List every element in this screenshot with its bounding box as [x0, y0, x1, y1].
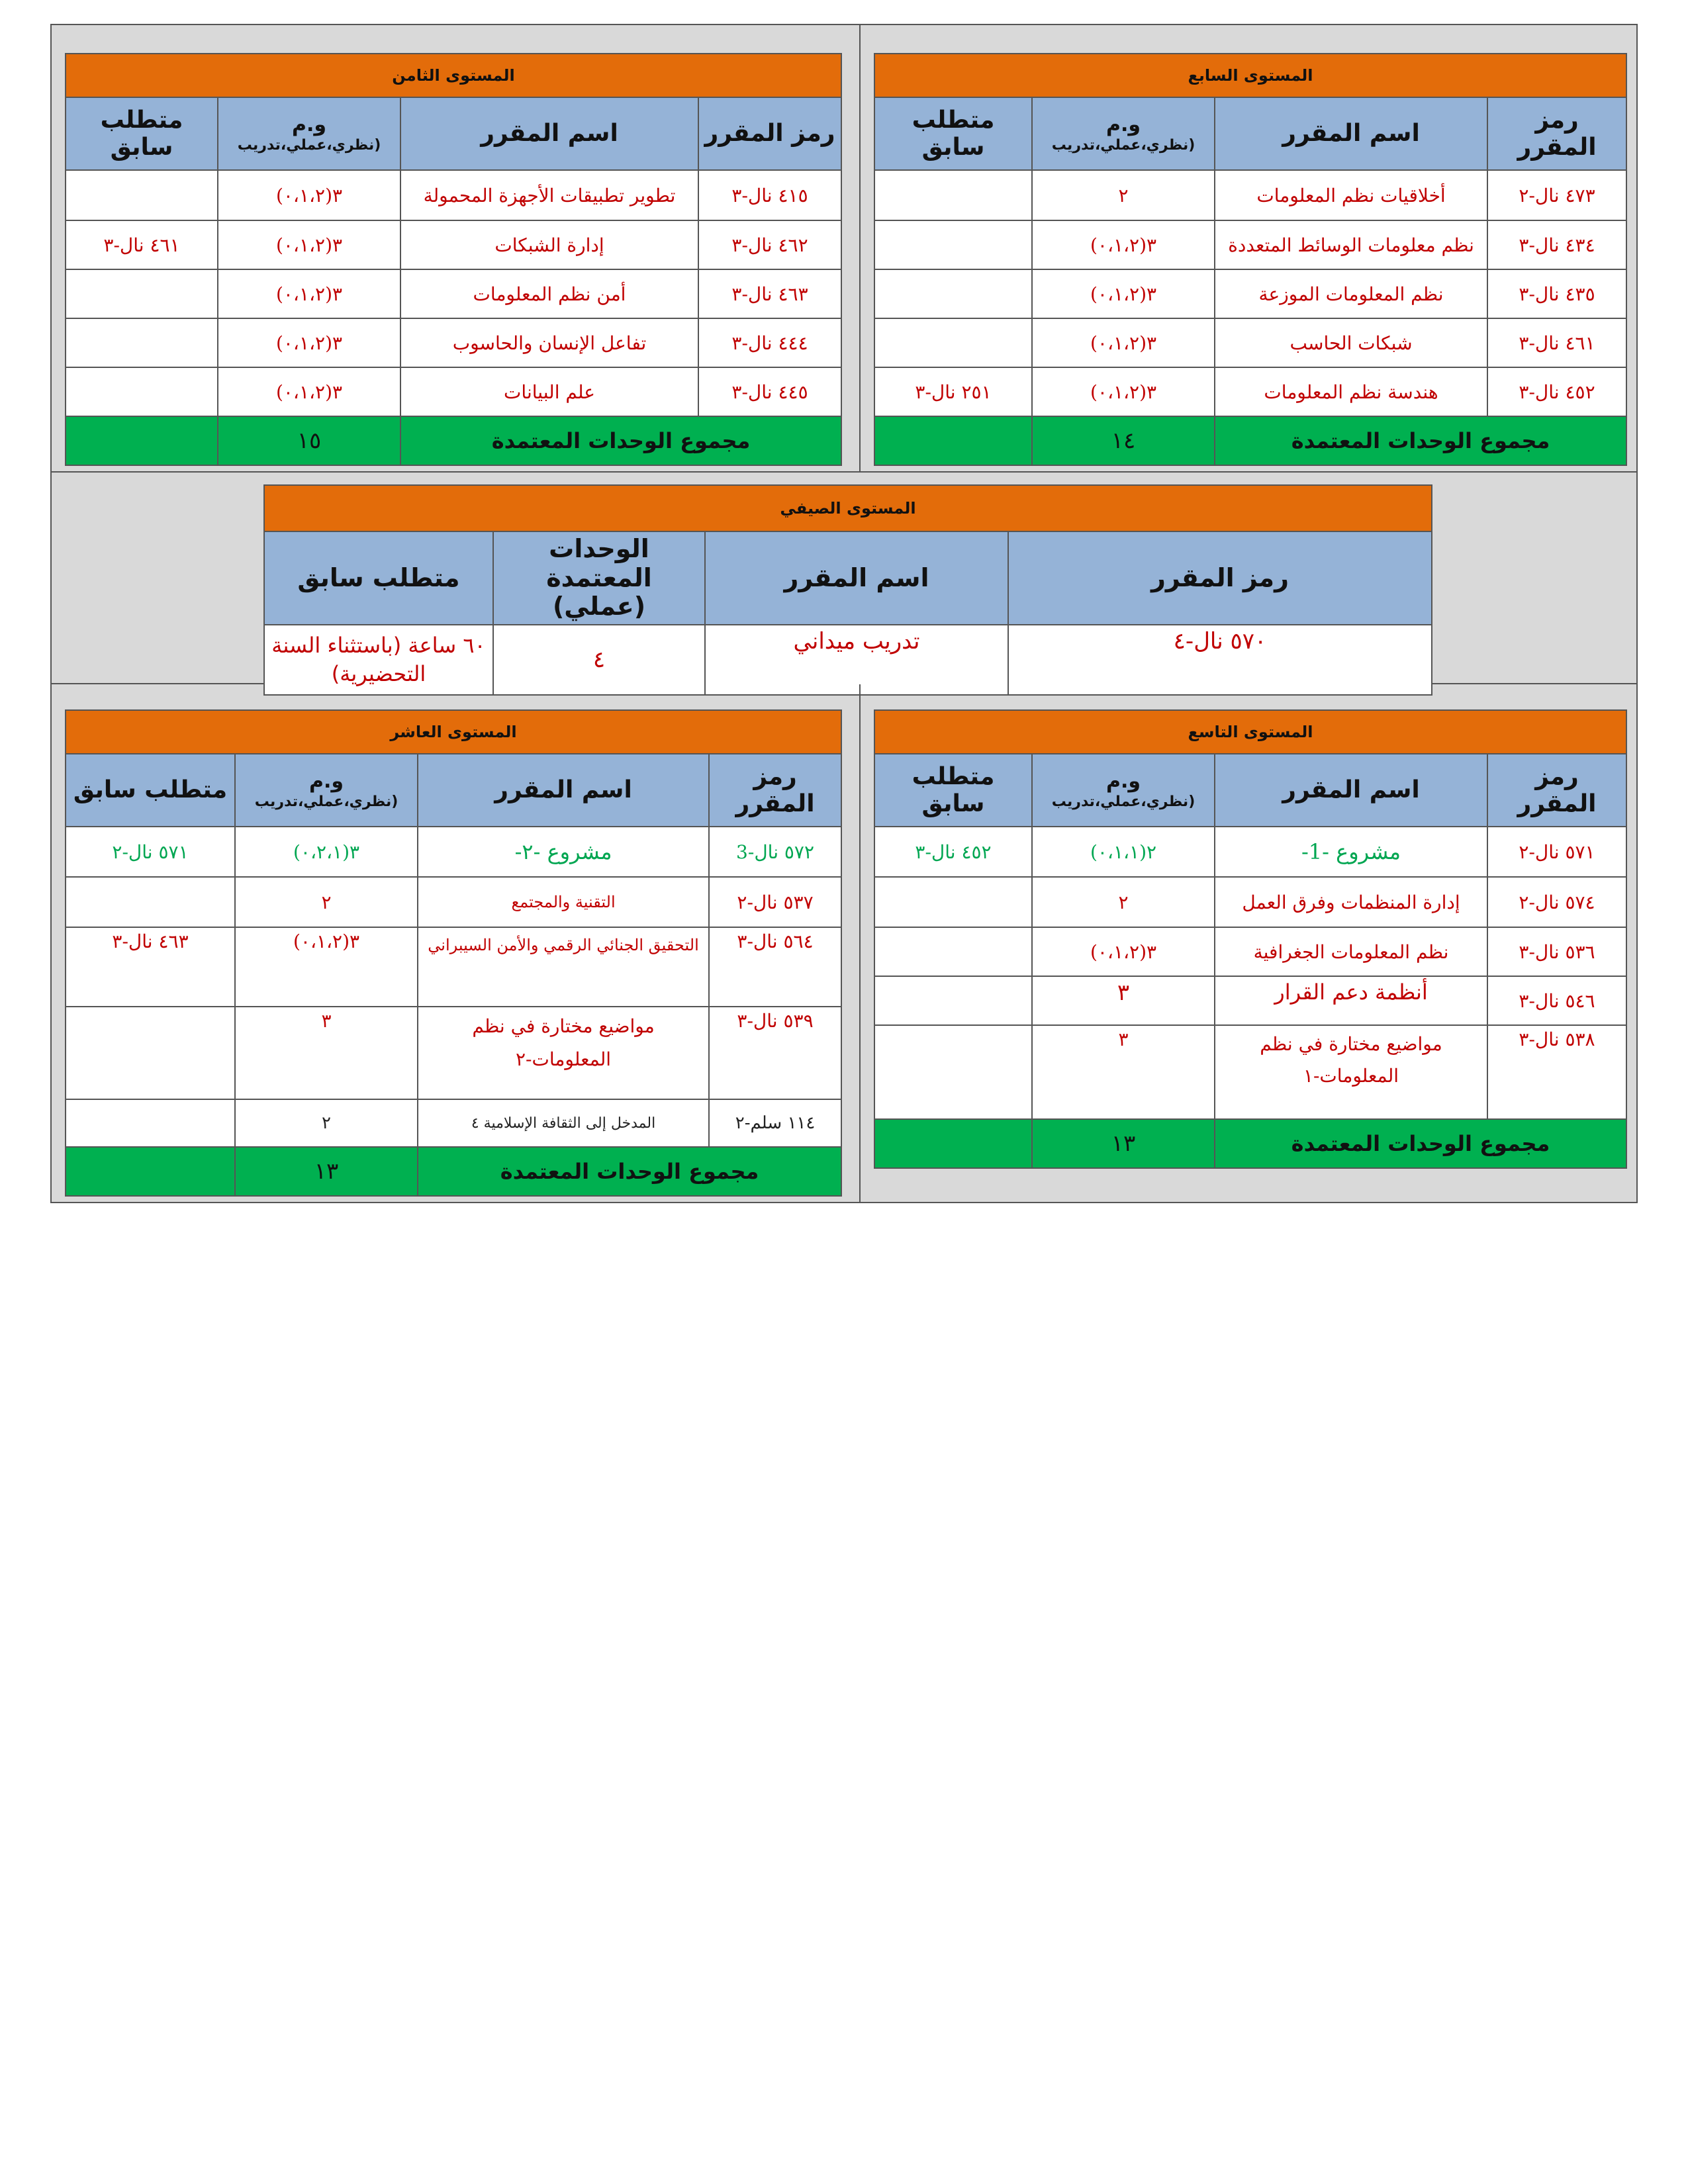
course-credits: ٣(٠،١،٢): [1032, 927, 1215, 976]
course-code: ٥٤٦ نال-٣: [1487, 976, 1626, 1025]
course-name: تطوير تطبيقات الأجهزة المحمولة: [400, 170, 698, 220]
total-empty-cell: [66, 416, 218, 465]
column-divider: [859, 684, 861, 1202]
course-prereq: [66, 1099, 235, 1147]
course-credits: ٣(٠،١،٢): [218, 367, 400, 416]
course-credits: ٣: [235, 1007, 418, 1099]
header-code: رمز المقرر: [698, 97, 841, 170]
course-name: علم البيانات: [400, 367, 698, 416]
header-prereq: متطلب سابق: [264, 531, 493, 625]
header-prereq: متطلب سابق: [66, 97, 218, 170]
course-credits: ٣(٠،١،٢): [1032, 318, 1215, 367]
table-row: [874, 1025, 1626, 1119]
course-name: شبكات الحاسب: [1215, 318, 1487, 367]
table-row: [874, 220, 1626, 269]
header-credits-note: (نظري،عملي،تدريب: [237, 136, 381, 154]
course-code: ٥٧٢ نال-3: [709, 827, 841, 877]
top-row: [52, 25, 1636, 473]
total-row: [66, 416, 841, 465]
course-code: ٥٧١ نال-٢: [1487, 827, 1626, 877]
header-credits-note: (نظري،عملي،تدريب: [1051, 793, 1196, 810]
total-value: ١٣: [235, 1147, 418, 1196]
total-row: [66, 1147, 841, 1196]
header-name: اسم المقرر: [400, 97, 698, 170]
table-row: [874, 318, 1626, 367]
level7-table: [874, 53, 1627, 466]
header-code: رمز المقرر: [1487, 754, 1626, 827]
course-code: ٤٣٤ نال-٣: [1487, 220, 1626, 269]
course-credits: ٣(٠،١،٢): [1032, 220, 1215, 269]
header-name: اسم المقرر: [1215, 97, 1487, 170]
summer-title: المستوى الصيفي: [264, 485, 1432, 531]
bottom-row: [52, 684, 1636, 1202]
course-prereq: [874, 269, 1032, 318]
header-code: رمز المقرر: [709, 754, 841, 827]
course-code: ١١٤ سلم-٢: [709, 1099, 841, 1147]
course-prereq: [874, 1025, 1032, 1119]
course-credits: ٢: [235, 1099, 418, 1147]
course-prereq: [66, 318, 218, 367]
column-divider: [859, 25, 861, 471]
table-row: [874, 269, 1626, 318]
course-name: أنظمة دعم القرار: [1215, 976, 1487, 1025]
table-row: [66, 927, 841, 1007]
course-credits: ٤: [493, 625, 705, 695]
header-credits-label: و.م: [292, 113, 327, 137]
course-credits: ٣(٠،١،٢): [1032, 269, 1215, 318]
table-row: [874, 367, 1626, 416]
header-credits: [1032, 754, 1215, 827]
level10-table: [65, 709, 842, 1197]
course-prereq: ٤٦٣ نال-٣: [66, 927, 235, 1007]
level10-title: المستوى العاشر: [66, 710, 841, 754]
course-prereq: ٦٠ ساعة (باستثناء السنة التحضيرية): [264, 625, 493, 695]
level9-table: [874, 709, 1627, 1169]
course-code: ٤٦٣ نال-٣: [698, 269, 841, 318]
course-name: نظم المعلومات الجغرافية: [1215, 927, 1487, 976]
course-code: ٥٧٤ نال-٢: [1487, 877, 1626, 927]
table-row: [66, 220, 841, 269]
table-row: [874, 976, 1626, 1025]
table-row: [66, 367, 841, 416]
level8-table: [65, 53, 842, 466]
course-code: ٤٤٤ نال-٣: [698, 318, 841, 367]
course-code: ٤٦١ نال-٣: [1487, 318, 1626, 367]
course-code: ٤١٥ نال-٣: [698, 170, 841, 220]
total-value: ١٥: [218, 416, 400, 465]
table-row: [66, 1099, 841, 1147]
course-prereq: ٤٥٢ نال-٣: [874, 827, 1032, 877]
header-credits-note: (نظري،عملي،تدريب: [1051, 136, 1196, 154]
total-empty-cell: [874, 1119, 1032, 1168]
total-value: ١٤: [1032, 416, 1215, 465]
course-name: إدارة المنظمات وفرق العمل: [1215, 877, 1487, 927]
header-summer-credits: الوحدات المعتمدة (عملي): [493, 531, 705, 625]
header-credits-label: و.م: [1105, 770, 1141, 794]
course-name: مواضيع مختارة في نظم المعلومات-٢: [418, 1007, 709, 1099]
course-code: ٥٣٧ نال-٢: [709, 877, 841, 927]
course-prereq: [66, 367, 218, 416]
course-name: مشروع -1-: [1215, 827, 1487, 877]
course-credits: ٣(٠،١،٢): [218, 170, 400, 220]
header-credits: [235, 754, 418, 827]
header-prereq: متطلب سابق: [66, 754, 235, 827]
header-name: اسم المقرر: [418, 754, 709, 827]
total-label: مجموع الوحدات المعتمدة: [1215, 416, 1626, 465]
course-name: أخلاقيات نظم المعلومات: [1215, 170, 1487, 220]
course-code: ٥٣٦ نال-٣: [1487, 927, 1626, 976]
total-value: ١٣: [1032, 1119, 1215, 1168]
table-row: [874, 927, 1626, 976]
total-label: مجموع الوحدات المعتمدة: [418, 1147, 841, 1196]
course-name: تدريب ميداني: [705, 625, 1008, 695]
header-name: اسم المقرر: [1215, 754, 1487, 827]
header-prereq: متطلب سابق: [874, 754, 1032, 827]
course-credits: ٢(٠،١،١): [1032, 827, 1215, 877]
total-label: مجموع الوحدات المعتمدة: [1215, 1119, 1626, 1168]
course-prereq: ٢٥١ نال-٣: [874, 367, 1032, 416]
study-plan-frame: [50, 24, 1638, 1203]
course-name: تفاعل الإنسان والحاسوب: [400, 318, 698, 367]
header-code: رمز المقرر: [1487, 97, 1626, 170]
course-prereq: ٥٧١ نال-٢: [66, 827, 235, 877]
table-row: [66, 269, 841, 318]
course-prereq: [66, 269, 218, 318]
table-row: [66, 1007, 841, 1099]
total-row: [874, 416, 1626, 465]
table-row: [874, 170, 1626, 220]
course-prereq: ٤٦١ نال-٣: [66, 220, 218, 269]
course-prereq: [874, 220, 1032, 269]
course-prereq: [874, 877, 1032, 927]
course-prereq: [874, 170, 1032, 220]
table-row: [66, 827, 841, 877]
summer-table: [263, 484, 1432, 696]
header-credits: [1032, 97, 1215, 170]
level9-title: المستوى التاسع: [874, 710, 1626, 754]
course-code: ٤٦٢ نال-٣: [698, 220, 841, 269]
course-credits: ٣(٠،١،٢): [218, 220, 400, 269]
course-credits: ٣(٠،١،٢): [1032, 367, 1215, 416]
course-credits: ٣(٠،١،٢): [218, 318, 400, 367]
course-code: ٤٧٣ نال-٢: [1487, 170, 1626, 220]
course-credits: ٢: [1032, 877, 1215, 927]
header-prereq: متطلب سابق: [874, 97, 1032, 170]
course-name: نظم المعلومات الموزعة: [1215, 269, 1487, 318]
course-code: ٥٣٨ نال-٣: [1487, 1025, 1626, 1119]
table-row: [66, 170, 841, 220]
course-name: التحقيق الجنائي الرقمي والأمن السيبراني: [418, 927, 709, 1007]
total-label: مجموع الوحدات المعتمدة: [400, 416, 841, 465]
course-code: ٥٧٠ نال-٤: [1008, 625, 1432, 695]
course-name: المدخل إلى الثقافة الإسلامية ٤: [418, 1099, 709, 1147]
course-name: نظم معلومات الوسائط المتعددة: [1215, 220, 1487, 269]
header-credits-label: و.م: [1106, 113, 1141, 137]
level7-title: المستوى السابع: [874, 54, 1626, 97]
header-name: اسم المقرر: [705, 531, 1008, 625]
course-code: ٥٦٤ نال-٣: [709, 927, 841, 1007]
course-credits: ٣(٠،١،٢): [235, 927, 418, 1007]
course-credits: ٣: [1032, 1025, 1215, 1119]
course-code: ٤٤٥ نال-٣: [698, 367, 841, 416]
summer-row: [52, 473, 1636, 687]
course-prereq: [874, 318, 1032, 367]
total-row: [874, 1119, 1626, 1168]
course-credits: ٢: [235, 877, 418, 927]
course-name: مواضيع مختارة في نظم المعلومات-١: [1215, 1025, 1487, 1119]
course-prereq: [66, 1007, 235, 1099]
level8-title: المستوى الثامن: [66, 54, 841, 97]
table-row: [874, 877, 1626, 927]
course-name: التقنية والمجتمع: [418, 877, 709, 927]
course-name: مشروع -٢-: [418, 827, 709, 877]
course-name: أمن نظم المعلومات: [400, 269, 698, 318]
header-credits-note: (نظري،عملي،تدريب: [254, 793, 399, 810]
total-empty-cell: [874, 416, 1032, 465]
header-code: رمز المقرر: [1008, 531, 1432, 625]
course-code: ٤٣٥ نال-٣: [1487, 269, 1626, 318]
course-credits: ٣(٠،٢،١): [235, 827, 418, 877]
course-credits: ٣(٠،١،٢): [218, 269, 400, 318]
table-row: [874, 827, 1626, 877]
course-credits: ٣: [1032, 976, 1215, 1025]
course-prereq: [874, 976, 1032, 1025]
course-prereq: [66, 877, 235, 927]
header-credits: [218, 97, 400, 170]
course-prereq: [66, 170, 218, 220]
course-name: هندسة نظم المعلومات: [1215, 367, 1487, 416]
table-row: [66, 877, 841, 927]
header-credits-label: و.م: [309, 770, 344, 794]
table-row: [66, 318, 841, 367]
total-empty-cell: [66, 1147, 235, 1196]
course-credits: ٢: [1032, 170, 1215, 220]
course-code: ٤٥٢ نال-٣: [1487, 367, 1626, 416]
course-code: ٥٣٩ نال-٣: [709, 1007, 841, 1099]
course-name: إدارة الشبكات: [400, 220, 698, 269]
course-prereq: [874, 927, 1032, 976]
